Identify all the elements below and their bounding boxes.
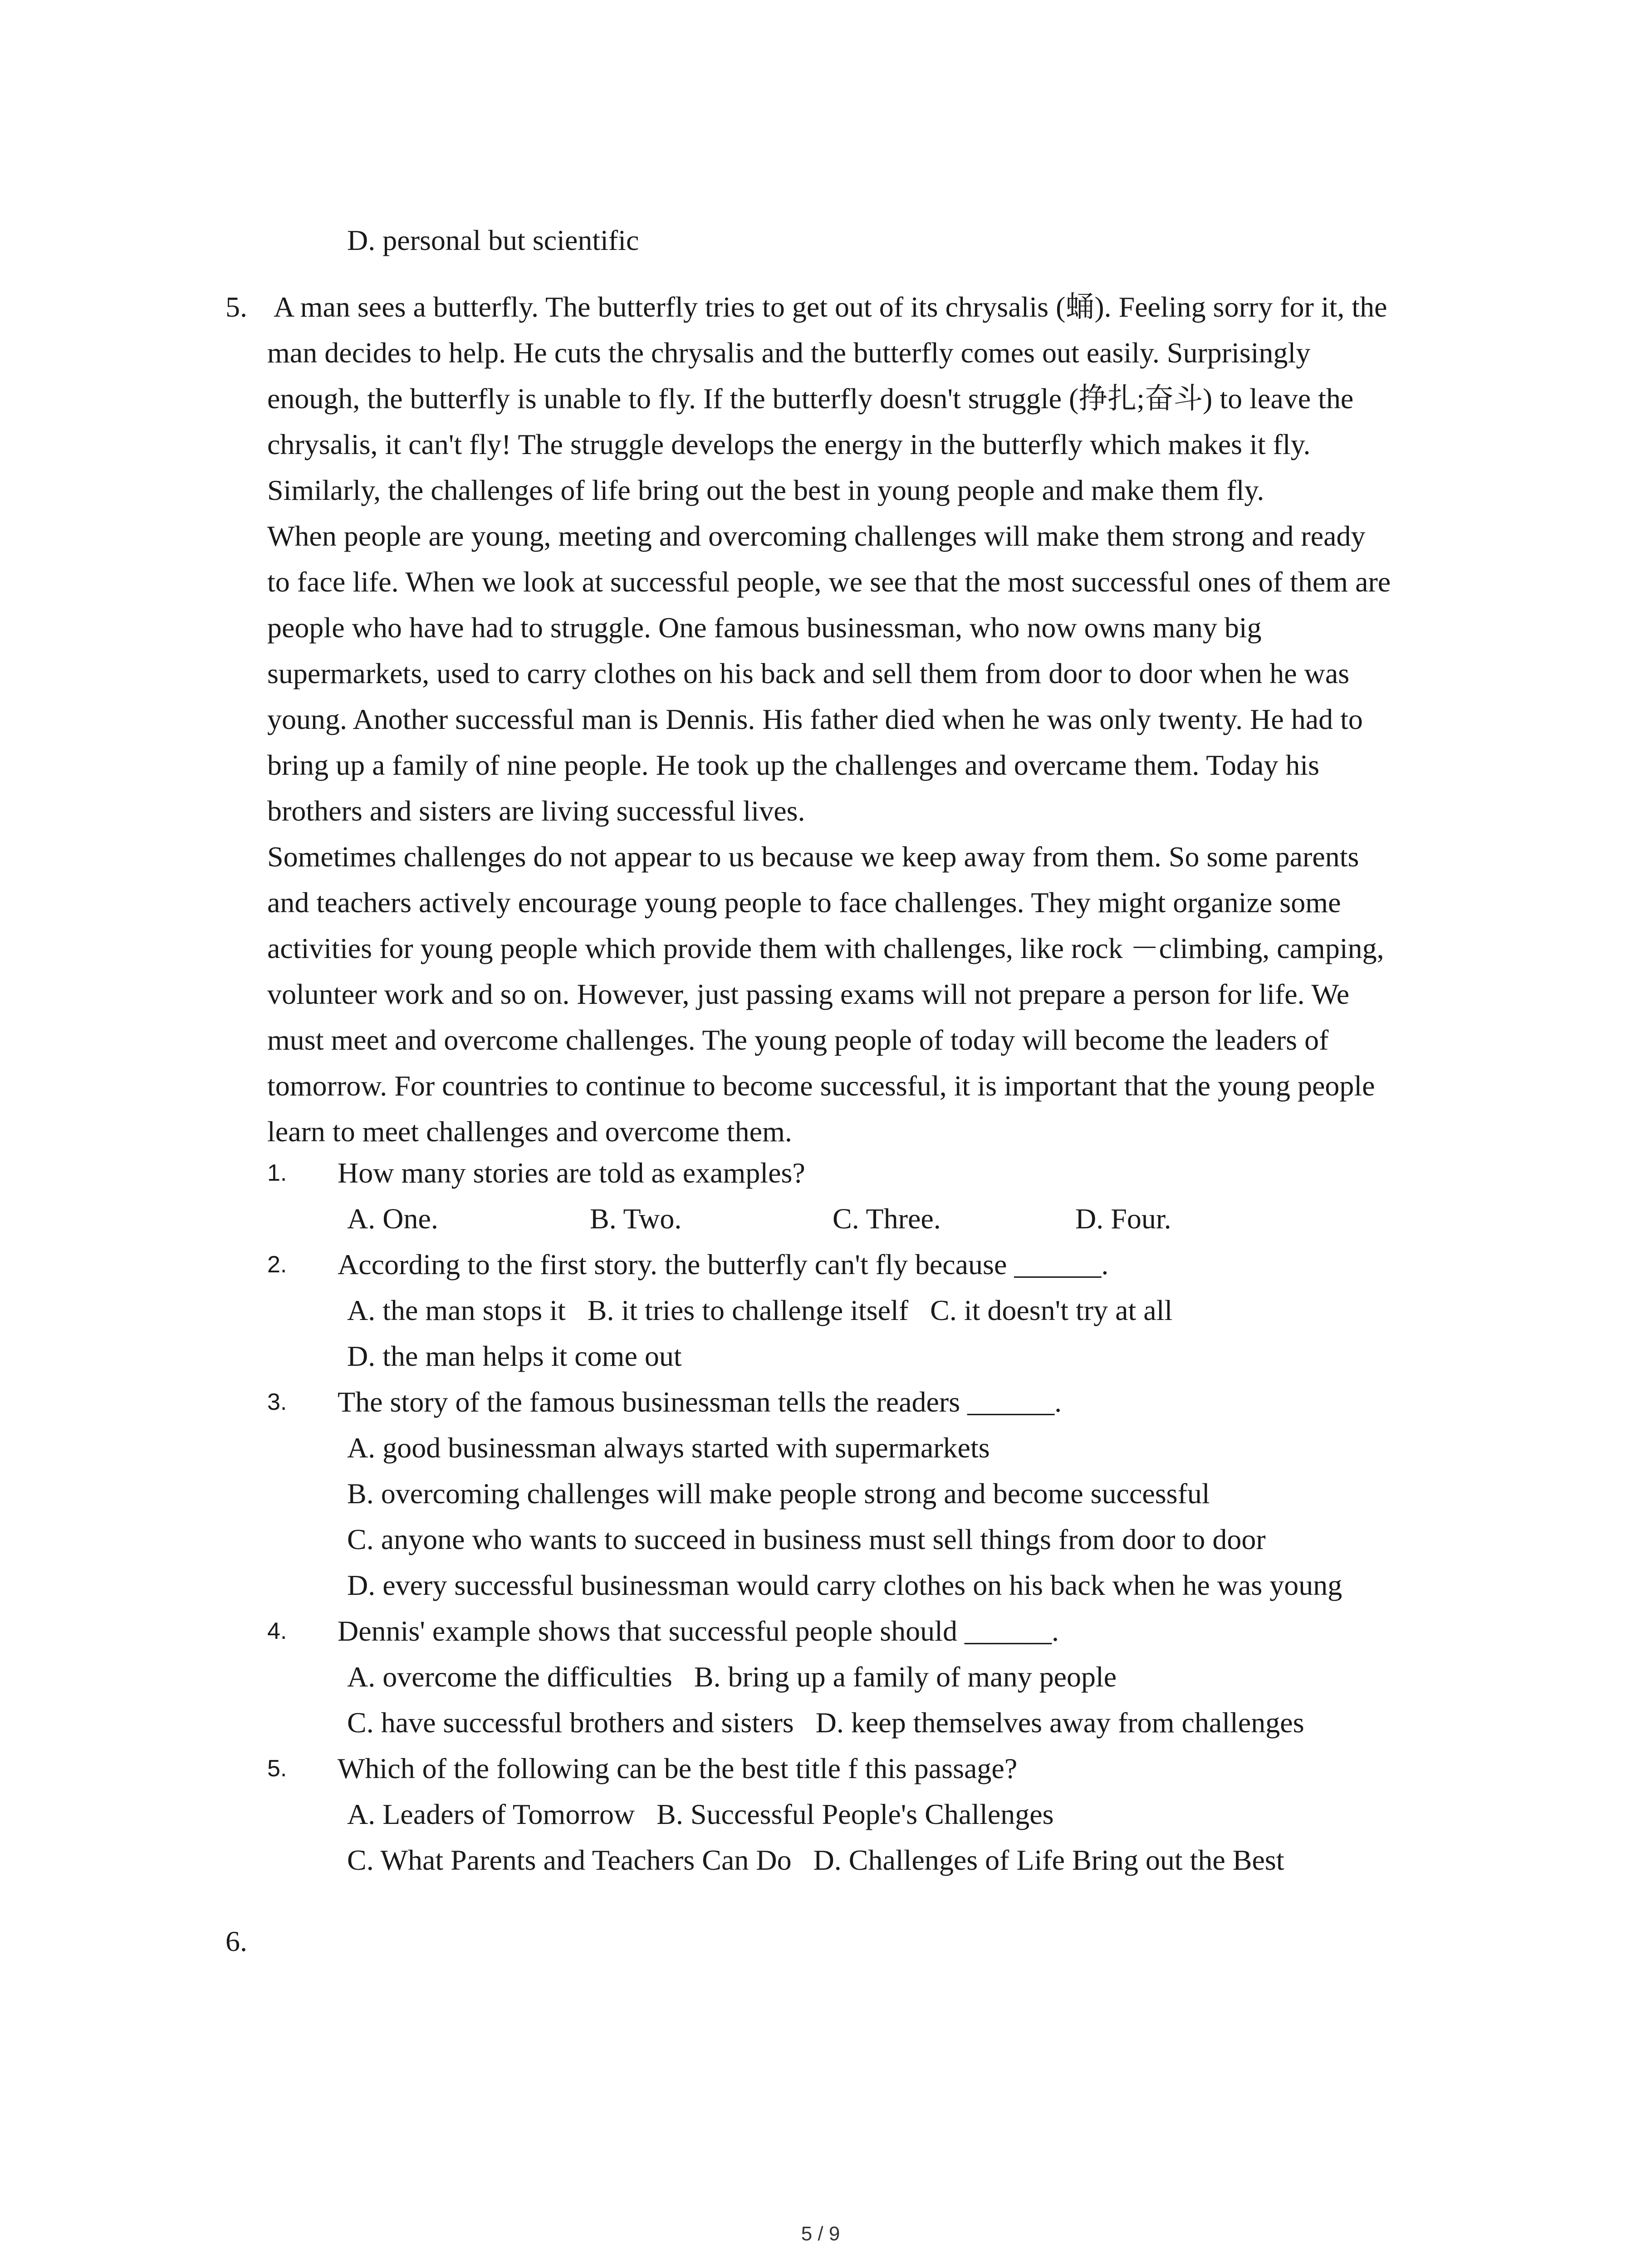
question-number: 4. xyxy=(267,1618,287,1644)
option-line: A. the man stops it B. it tries to challenge itself C. it doesn't try at all xyxy=(347,1294,1173,1326)
question-text: Dennis' example shows that successful people should ______. xyxy=(338,1615,1059,1647)
passage-line: Similarly, the challenges of life bring out the best in young people and make them fly. xyxy=(267,474,1264,506)
passage-line: man decides to help. He cuts the chrysalis and the butterfly comes out easily. Surprisingly xyxy=(267,337,1311,369)
option-row xyxy=(267,1792,1470,1838)
passage-line: supermarkets, used to carry clothes on his back and sell them from door to door when he was xyxy=(267,657,1350,689)
option-line: C. have successful brothers and sisters D. keep themselves away from challenges xyxy=(347,1706,1304,1739)
question-number: 5. xyxy=(267,1755,287,1782)
passage-line: Sometimes challenges do not appear to us because we keep away from them. So some parents xyxy=(267,841,1359,873)
option-b: B. Two. xyxy=(590,1202,682,1235)
next-question-number: 6. xyxy=(225,1925,247,1957)
question-item xyxy=(267,1150,1470,1196)
option-line: C. What Parents and Teachers Can Do D. Challenges of Life Bring out the Best xyxy=(347,1844,1284,1876)
option-row xyxy=(267,1654,1470,1700)
question-text: According to the first story. the butterfly can't fly because ______. xyxy=(338,1248,1109,1281)
option-row xyxy=(267,1334,1470,1379)
previous-question-option-d: D. personal but scientific xyxy=(347,224,639,256)
question-item xyxy=(267,1608,1470,1654)
passage-line: enough, the butterfly is unable to fly. If the butterfly doesn't struggle (挣扎;奋斗) to leave the xyxy=(267,382,1354,415)
passage-line: people who have had to struggle. One famous businessman, who now owns many big xyxy=(267,611,1262,644)
page-number: 5 / 9 xyxy=(801,2223,840,2245)
option-line: A. good businessman always started with supermarkets xyxy=(347,1432,990,1464)
option-row xyxy=(267,1838,1470,1883)
option-row xyxy=(267,1700,1470,1746)
reading-passage xyxy=(267,284,1470,1155)
question-number: 5. xyxy=(225,291,247,323)
question-text: The story of the famous businessman tells the readers ______. xyxy=(338,1386,1062,1418)
option-row xyxy=(267,1517,1470,1563)
question-text: How many stories are told as examples? xyxy=(338,1157,805,1189)
question-number: 3. xyxy=(267,1389,287,1415)
passage-line: learn to meet challenges and overcome them. xyxy=(267,1115,792,1148)
passage-line: and teachers actively encourage young people to face challenges. They might organize some xyxy=(267,886,1341,919)
passage-line: A man sees a butterfly. The butterfly tries to get out of its chrysalis (蛹). Feeling sorry for it, the xyxy=(274,291,1387,323)
question-list xyxy=(267,1150,1470,1883)
passage-line: bring up a family of nine people. He took up the challenges and overcame them. Today his xyxy=(267,749,1319,781)
passage-line: to face life. When we look at successful people, we see that the most successful ones of them are xyxy=(267,566,1391,598)
option-row xyxy=(267,1196,1470,1242)
option-line: D. every successful businessman would carry clothes on his back when he was young xyxy=(347,1569,1342,1601)
option-d: D. Four. xyxy=(1075,1202,1171,1235)
question-item xyxy=(267,1379,1470,1425)
option-row xyxy=(267,1288,1470,1334)
passage-line: young. Another successful man is Dennis. His father died when he was only twenty. He had to xyxy=(267,703,1363,735)
option-row xyxy=(267,1425,1470,1471)
option-line: A. Leaders of Tomorrow B. Successful People's Challenges xyxy=(347,1798,1054,1830)
option-line: D. the man helps it come out xyxy=(347,1340,682,1372)
passage-line: activities for young people which provide them with challenges, like rock －climbing, camping, xyxy=(267,932,1384,964)
question-item xyxy=(267,1242,1470,1288)
passage-line: must meet and overcome challenges. The young people of today will become the leaders of xyxy=(267,1024,1329,1056)
question-number: 1. xyxy=(267,1160,287,1186)
passage-line: When people are young, meeting and overcoming challenges will make them strong and ready xyxy=(267,520,1366,552)
passage-line: brothers and sisters are living successful lives. xyxy=(267,795,805,827)
question-item xyxy=(267,1746,1470,1792)
option-line: A. overcome the difficulties B. bring up a family of many people xyxy=(347,1661,1117,1693)
passage-line: chrysalis, it can't fly! The struggle develops the energy in the butterfly which makes it fly. xyxy=(267,428,1311,460)
option-row xyxy=(267,1563,1470,1608)
question-number: 2. xyxy=(267,1251,287,1278)
option-a: A. One. xyxy=(347,1202,438,1235)
option-line: B. overcoming challenges will make people strong and become successful xyxy=(347,1477,1210,1510)
option-row xyxy=(267,1471,1470,1517)
passage-line: volunteer work and so on. However, just passing exams will not prepare a person for life. We xyxy=(267,978,1350,1010)
question-text: Which of the following can be the best title f this passage? xyxy=(338,1752,1018,1784)
option-line: C. anyone who wants to succeed in business must sell things from door to door xyxy=(347,1523,1266,1555)
passage-line: tomorrow. For countries to continue to become successful, it is important that the young people xyxy=(267,1070,1375,1102)
option-c: C. Three. xyxy=(833,1202,941,1235)
